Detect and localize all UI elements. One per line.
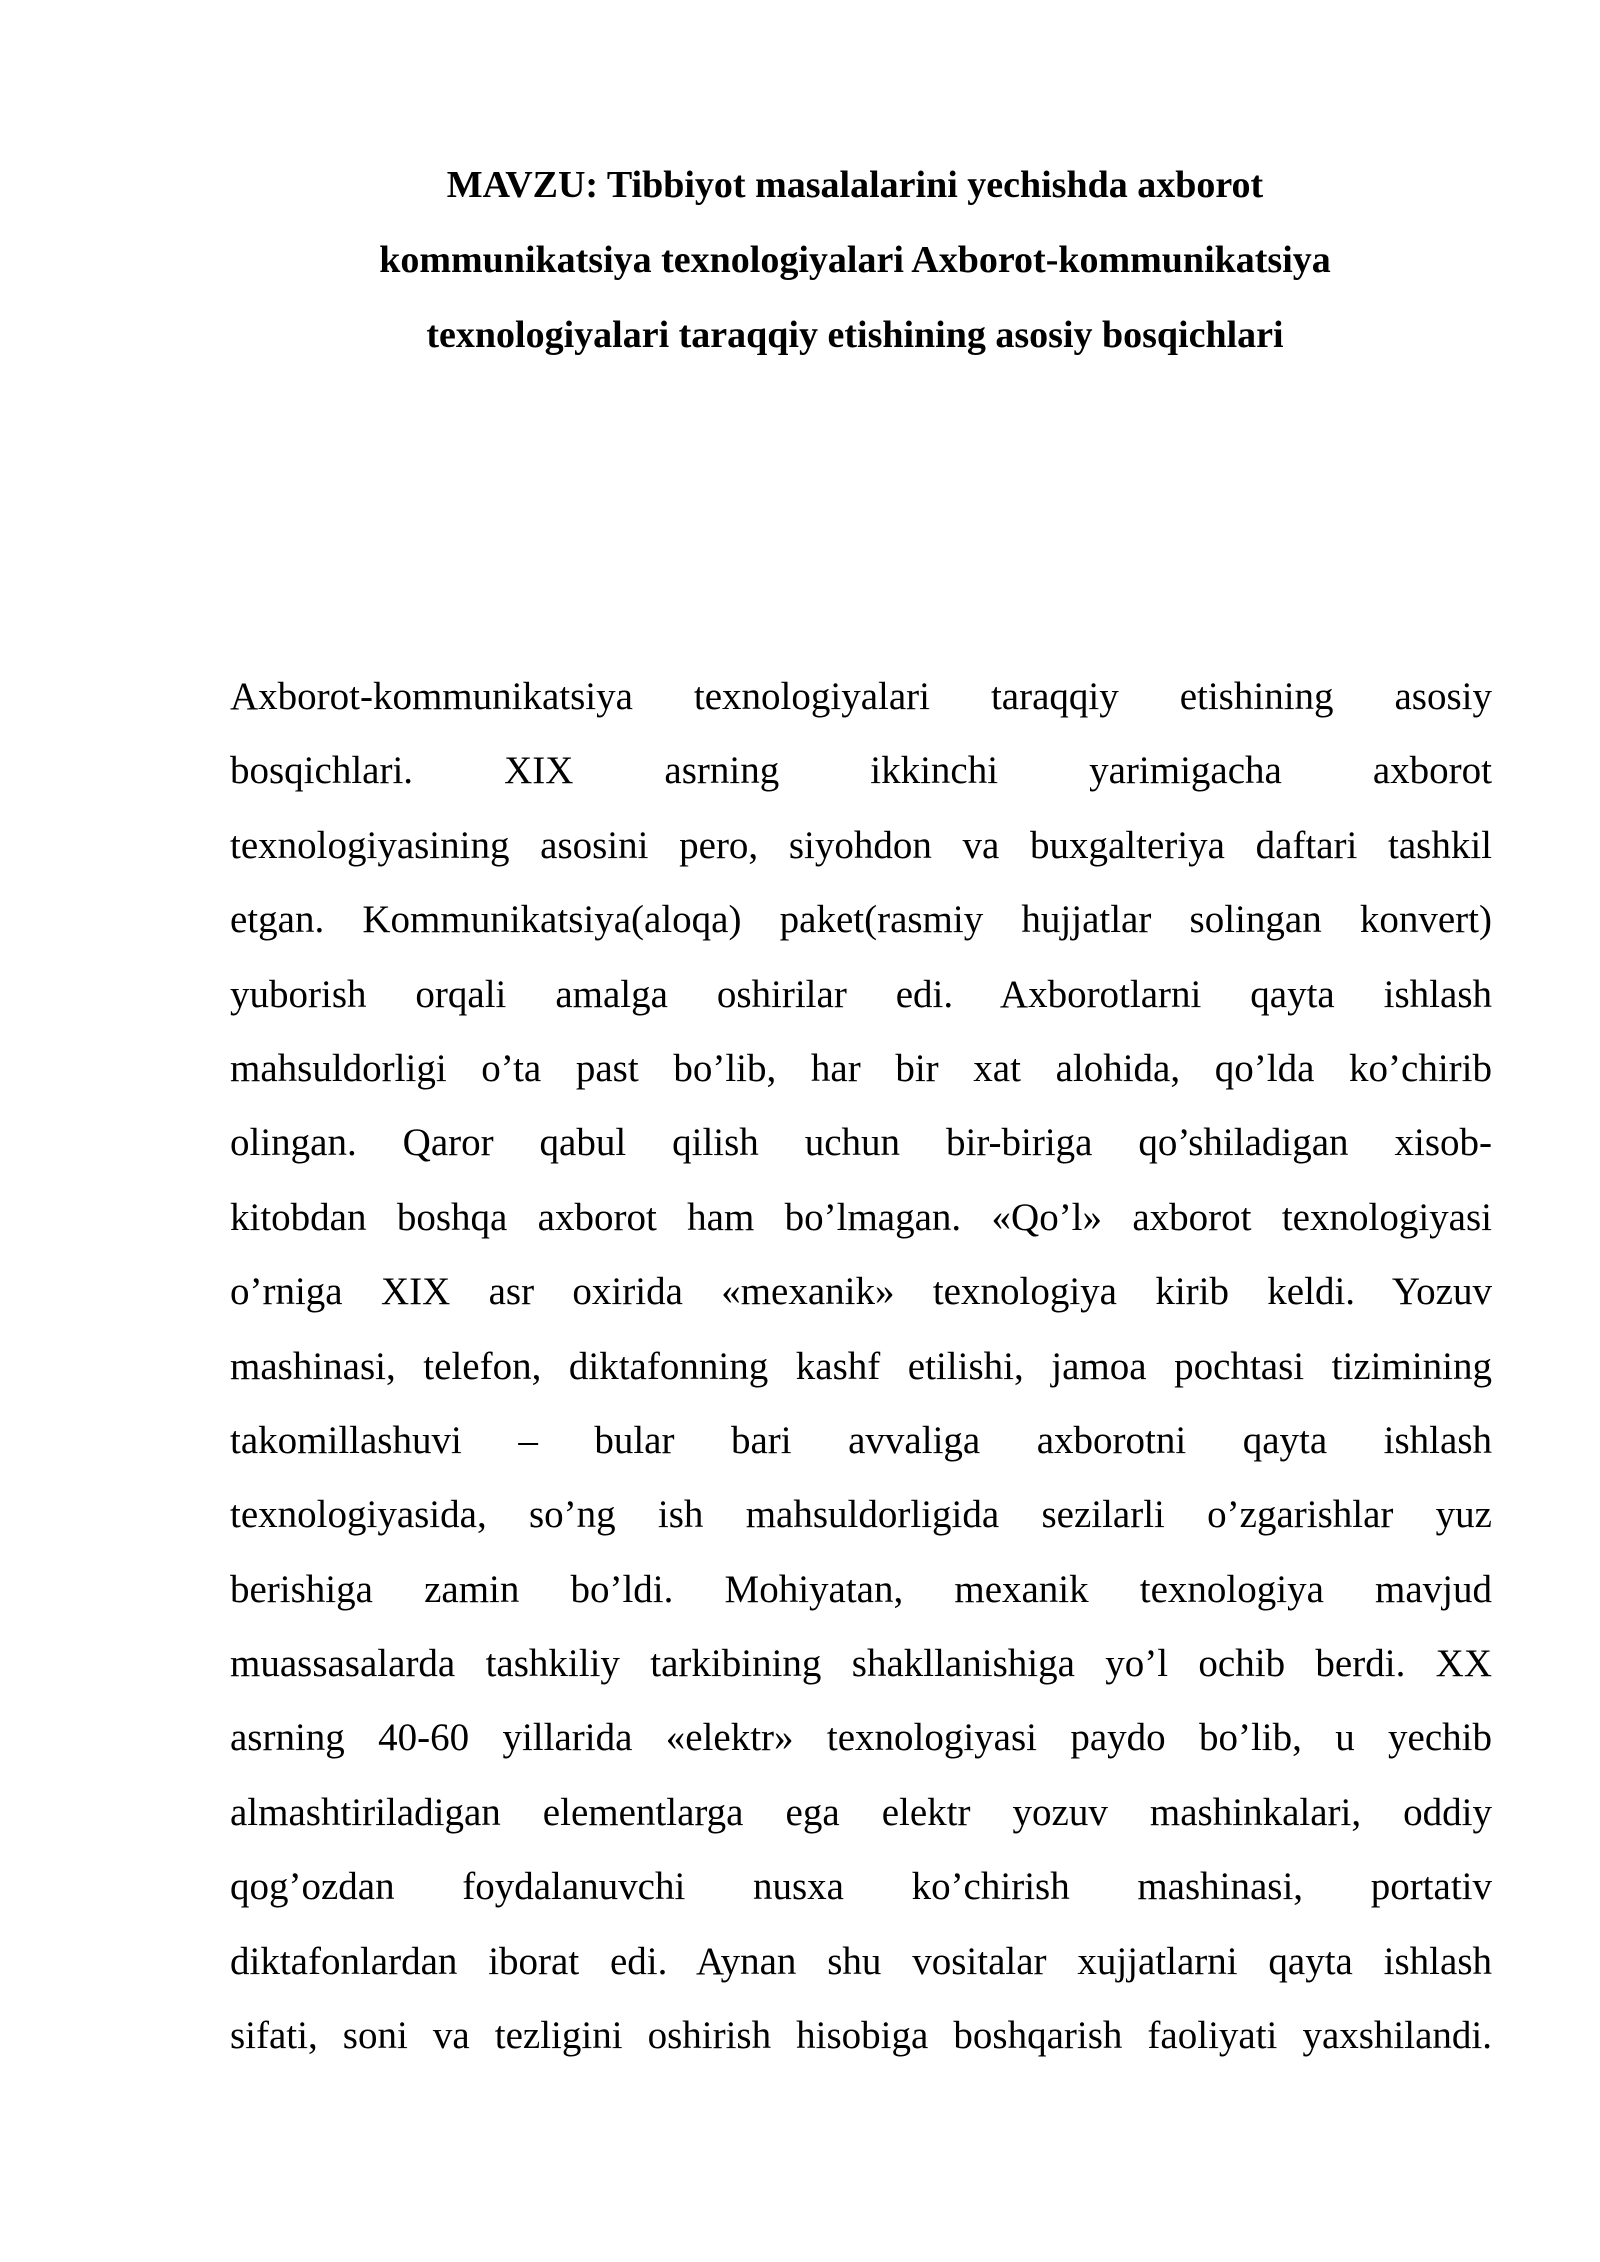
body-line: etgan. Kommunikatsiya(aloqa) paket(rasmiy hujjatlar solingan konvert) xyxy=(230,898,1492,942)
body-line: asrning 40-60 yillarida «elektr» texnologiyasi paydo bo’lib, u yechib xyxy=(230,1716,1492,1760)
body-line: diktafonlardan iborat edi. Aynan shu vositalar xujjatlarni qayta ishlash xyxy=(230,1939,1492,1983)
document-title xyxy=(300,148,1410,373)
title-line: texnologiyalari taraqqiy etishining asosiy bosqichlari xyxy=(426,314,1284,356)
body-line: mashinasi, telefon, diktafonning kashf etilishi, jamoa pochtasi tizimining xyxy=(230,1344,1492,1388)
body-line: mahsuldorligi o’ta past bo’lib, har bir xat alohida, qo’lda ko’chirib xyxy=(230,1046,1492,1090)
body-line: bosqichlari. XIX asrning ikkinchi yarimigacha axborot xyxy=(230,749,1492,793)
body-line: takomillashuvi – bular bari avvaliga axborotni qayta ishlash xyxy=(230,1418,1492,1462)
body-line: texnologiyasida, so’ng ish mahsuldorligida sezilarli o’zgarishlar yuz xyxy=(230,1493,1492,1537)
body-line: kitobdan boshqa axborot ham bo’lmagan. «Qo’l» axborot texnologiyasi xyxy=(230,1195,1492,1239)
body-line: berishiga zamin bo’ldi. Mohiyatan, mexanik texnologiya mavjud xyxy=(230,1567,1492,1611)
body-line: Axborot-kommunikatsiya texnologiyalari taraqqiy etishining asosiy xyxy=(230,675,1492,718)
body-line: texnologiyasining asosini pero, siyohdon va buxgalteriya daftari tashkil xyxy=(230,823,1492,867)
body-line: yuborish orqali amalga oshirilar edi. Axborotlarni qayta ishlash xyxy=(230,972,1492,1016)
body-line: olingan. Qaror qabul qilish uchun bir-biriga qo’shiladigan xisob- xyxy=(230,1121,1492,1165)
title-line: kommunikatsiya texnologiyalari Axborot-kommunikatsiya xyxy=(379,239,1331,281)
body-line: o’rniga XIX asr oxirida «mexanik» texnologiya kirib keldi. Yozuv xyxy=(230,1270,1492,1314)
body-line: almashtiriladigan elementlarga ega elektr yozuv mashinkalari, oddiy xyxy=(230,1790,1492,1834)
body-paragraph xyxy=(230,660,1492,2073)
body-line: sifati, soni va tezligini oshirish hisobiga boshqarish faoliyati yaxshilandi. xyxy=(230,2014,1492,2058)
title-line: MAVZU: Tibbiyot masalalarini yechishda axborot xyxy=(446,164,1264,206)
body-line: qog’ozdan foydalanuvchi nusxa ko’chirish mashinasi, portativ xyxy=(230,1865,1492,1909)
body-line: muassasalarda tashkiliy tarkibining shakllanishiga yo’l ochib berdi. XX xyxy=(230,1642,1492,1686)
